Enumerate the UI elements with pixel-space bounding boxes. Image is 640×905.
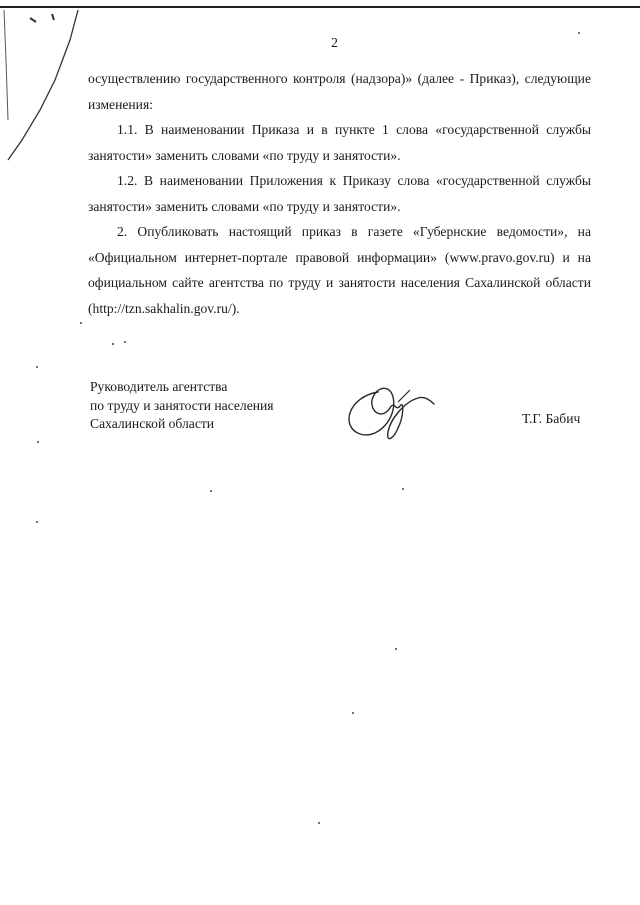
scan-speck: [352, 712, 354, 714]
scan-speck: [36, 521, 38, 523]
scan-speck: [210, 490, 212, 492]
position-line: по труду и занятости населения: [90, 397, 274, 413]
paragraph-continuation: осуществлению государственного контроля (надзора)» (далее - Приказ), следующие изменения:: [88, 71, 591, 112]
paragraph-item-1-1: 1.1. В наименовании Приказа и в пункте 1 слова «государственной службы занятости» заменить словами «по труду и занятости».: [88, 122, 591, 163]
handwritten-signature: [338, 372, 438, 452]
scan-speck: [80, 322, 82, 324]
paragraph-item-2: 2. Опубликовать настоящий приказ в газете «Губернские ведомости», на «Официальном интернет-портале правовой информации» (www.pravo.gov.ru) и на официальном сайте агентства по труду и занятости населения Сахалинской области (http://tzn.sakhalin.gov.ru/).: [88, 224, 591, 316]
position-line: Руководитель агентства: [90, 379, 228, 394]
scan-speck: [318, 822, 320, 824]
scan-speck: [37, 441, 39, 443]
signer-name: Т.Г. Бабич: [522, 411, 581, 426]
scan-speck: [124, 341, 126, 343]
scan-speck: [112, 343, 114, 345]
scan-speck: [395, 648, 397, 650]
scan-top-border: [0, 6, 640, 8]
position-line: Сахалинской области: [90, 416, 215, 431]
page-number: 2: [331, 36, 338, 51]
scan-speck: [402, 488, 404, 490]
scan-speck: [36, 366, 38, 368]
scan-edge-artifact: [0, 0, 90, 170]
signature-position-block: [90, 378, 274, 434]
paragraph-item-1-2: 1.2. В наименовании Приложения к Приказу слова «государственной службы занятости» заменить словами «по труду и занятости».: [88, 173, 591, 214]
scan-speck: [578, 32, 580, 34]
